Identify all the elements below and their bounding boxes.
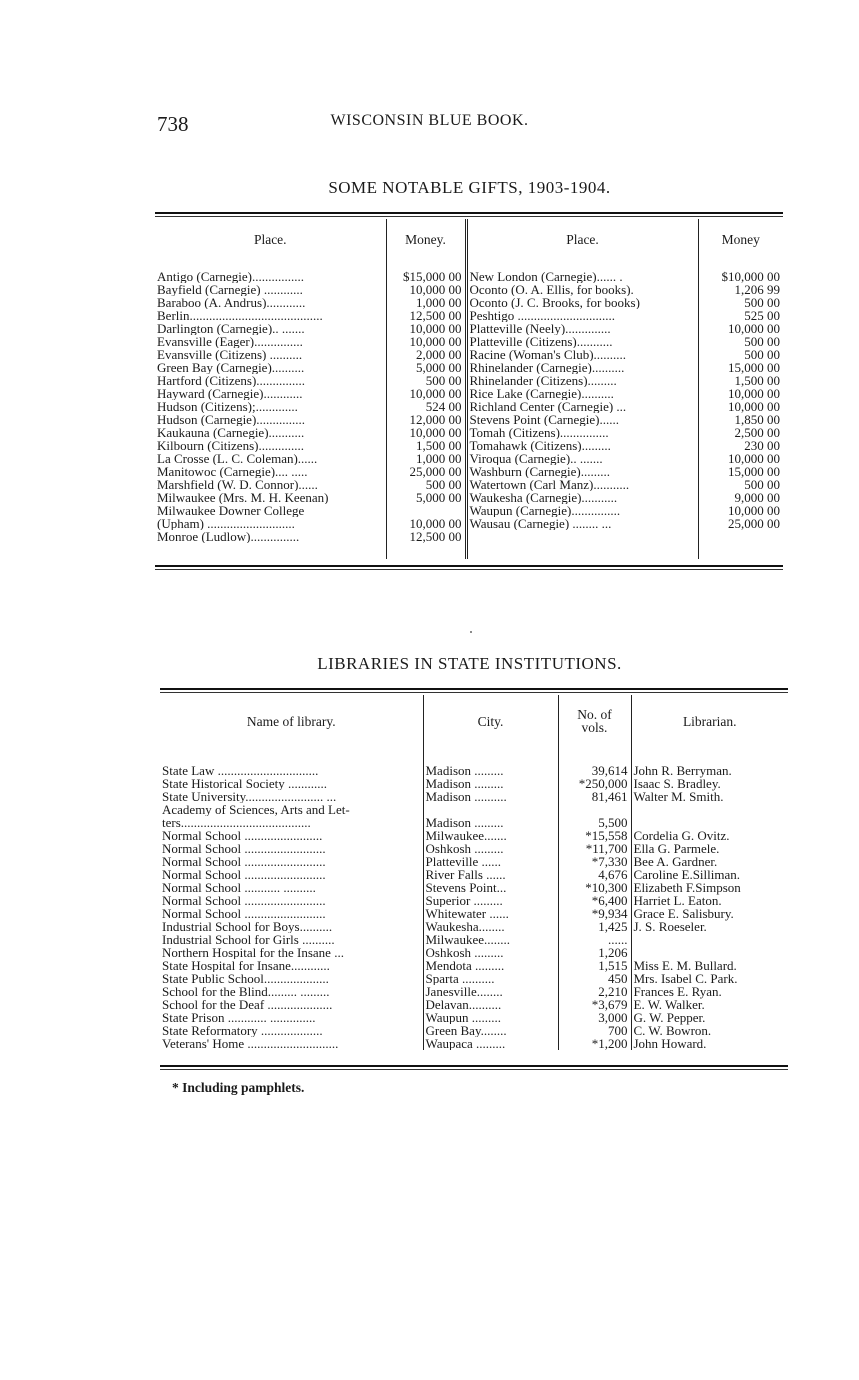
gift-money: 10,000 00 <box>386 517 466 530</box>
library-vols: *1,200 <box>558 1037 631 1050</box>
running-title: WISCONSIN BLUE BOOK. <box>330 112 529 129</box>
table-row <box>155 309 783 322</box>
library-city: Whitewater ...... <box>423 907 558 920</box>
gift-place: Richland Center (Carnegie) ... <box>466 400 698 413</box>
table-row <box>160 933 788 946</box>
gift-place: Oconto (O. A. Ellis, for books). <box>466 283 698 296</box>
library-name: Normal School ......................... <box>162 855 326 868</box>
table-row <box>155 530 783 543</box>
library-vols: 81,461 <box>558 790 631 803</box>
libraries-header-vols-line2: vols. <box>581 720 608 735</box>
library-vols: 5,500 <box>558 816 631 829</box>
library-name: Normal School ......................... <box>162 842 326 855</box>
page-number: 738 <box>157 112 189 136</box>
gift-money: 10,000 00 <box>698 504 783 517</box>
table-row <box>155 400 783 413</box>
libraries-header-vols-line1: No. of <box>577 707 612 722</box>
gift-money: 15,000 00 <box>698 361 783 374</box>
library-vols: *15,558 <box>558 829 631 842</box>
gift-place: Stevens Point (Carnegie)...... <box>466 413 698 426</box>
gift-place: Hayward (Carnegie)............ <box>157 387 303 400</box>
gift-place: Hartford (Citizens)............... <box>157 374 306 387</box>
library-name: ters........................................ <box>162 816 311 829</box>
table-row <box>155 387 783 400</box>
gift-money: 500 00 <box>698 348 783 361</box>
libraries-header-librarian: Librarian. <box>631 695 788 747</box>
library-name: Academy of Sciences, Arts and Let- <box>162 803 350 816</box>
gift-place: Kilbourn (Citizens).............. <box>157 439 304 452</box>
gift-place: Kaukauna (Carnegie)........... <box>157 426 305 439</box>
gift-money: 500 00 <box>698 335 783 348</box>
library-name: Normal School ......................... <box>162 868 326 881</box>
gift-place: Wausau (Carnegie) ........ ... <box>466 517 698 530</box>
library-city: Madison ......... <box>423 777 558 790</box>
gift-money: 10,000 00 <box>386 335 466 348</box>
library-vols: 3,000 <box>558 1011 631 1024</box>
libraries-top-rule-thin <box>160 692 788 693</box>
library-city: Delavan.......... <box>423 998 558 1011</box>
library-name: State Law ............................... <box>162 763 319 777</box>
gift-place: Manitowoc (Carnegie).... ..... <box>157 465 308 478</box>
gift-money: 12,500 00 <box>386 309 466 322</box>
gift-place <box>466 530 698 543</box>
gift-place: Milwaukee (Mrs. M. H. Keenan) <box>157 491 329 504</box>
gift-place: Monroe (Ludlow)............... <box>157 530 300 543</box>
library-librarian: Elizabeth F.Simpson <box>631 881 788 894</box>
table-row <box>155 491 783 504</box>
gift-money: $10,000 00 <box>698 259 783 283</box>
gift-money: 230 00 <box>698 439 783 452</box>
library-name: State Reformatory ................... <box>162 1024 323 1037</box>
library-name: Normal School ........... .......... <box>162 881 316 894</box>
spacer-cell <box>386 543 466 559</box>
library-name: State Public School.................... <box>162 972 329 985</box>
library-city: Green Bay........ <box>423 1024 558 1037</box>
library-name: State Historical Society ............ <box>162 777 328 790</box>
library-city: Oshkosh ......... <box>423 946 558 959</box>
gift-place: Evansville (Eager)............... <box>157 335 303 348</box>
gift-place: Oconto (J. C. Brooks, for books) <box>466 296 698 309</box>
gift-money: 1,500 00 <box>698 374 783 387</box>
library-name: School for the Deaf .................... <box>162 998 333 1011</box>
library-city: Platteville ...... <box>423 855 558 868</box>
gift-place: Green Bay (Carnegie).......... <box>157 361 305 374</box>
library-librarian: John Howard. <box>631 1037 788 1050</box>
library-librarian: G. W. Pepper. <box>631 1011 788 1024</box>
library-name: State Hospital for Insane............ <box>162 959 330 972</box>
library-librarian <box>631 933 788 946</box>
gift-place: Waupun (Carnegie)............... <box>466 504 698 517</box>
gifts-top-rule <box>155 212 783 214</box>
gift-place: Hudson (Carnegie)............... <box>157 413 306 426</box>
library-city: Waupaca ......... <box>423 1037 558 1050</box>
gifts-table <box>155 219 783 559</box>
gift-money: 25,000 00 <box>386 465 466 478</box>
gift-place: Baraboo (A. Andrus)............ <box>157 296 306 309</box>
library-vols: *7,330 <box>558 855 631 868</box>
library-name: Normal School ........................ <box>162 829 323 842</box>
libraries-bottom-rule-thin <box>160 1069 788 1070</box>
gift-place: Waukesha (Carnegie)........... <box>466 491 698 504</box>
gift-place: Peshtigo .............................. <box>466 309 698 322</box>
table-row-spacer <box>155 543 783 559</box>
library-city: Superior ......... <box>423 894 558 907</box>
table-row <box>155 465 783 478</box>
gift-place: Rhinelander (Citizens)......... <box>466 374 698 387</box>
library-vols: *11,700 <box>558 842 631 855</box>
library-vols: 450 <box>558 972 631 985</box>
table-row <box>155 283 783 296</box>
gift-place: Rhinelander (Carnegie).......... <box>466 361 698 374</box>
gift-place: Darlington (Carnegie).. ....... <box>157 322 305 335</box>
library-city: Milwaukee........ <box>423 933 558 946</box>
gift-money: 1,000 00 <box>386 452 466 465</box>
library-name: Industrial School for Boys.......... <box>162 920 333 933</box>
library-city: Stevens Point... <box>423 881 558 894</box>
gift-money: 500 00 <box>698 296 783 309</box>
table-row <box>160 790 788 803</box>
spacer-cell <box>466 543 698 559</box>
gift-place: Platteville (Neely).............. <box>466 322 698 335</box>
library-name: School for the Blind......... ......... <box>162 985 330 998</box>
footnote: * Including pamphlets. <box>172 1080 305 1095</box>
gift-place: Tomah (Citizens)............... <box>466 426 698 439</box>
libraries-bottom-rule <box>160 1065 788 1067</box>
table-row <box>155 374 783 387</box>
gift-place: Tomahawk (Citizens)......... <box>466 439 698 452</box>
library-librarian: Cordelia G. Ovitz. <box>631 829 788 842</box>
table-row <box>155 322 783 335</box>
gift-money: 10,000 00 <box>698 322 783 335</box>
gifts-header-money: Money. <box>386 219 466 259</box>
gift-place: (Upham) ........................... <box>157 517 295 530</box>
libraries-table <box>160 695 788 1050</box>
libraries-top-rule <box>160 688 788 690</box>
library-city: Janesville........ <box>423 985 558 998</box>
library-librarian: Frances E. Ryan. <box>631 985 788 998</box>
gift-place: Antigo (Carnegie)................ <box>157 269 304 283</box>
gifts-header-place: Place. <box>253 231 287 247</box>
gift-place: Racine (Woman's Club).......... <box>466 348 698 361</box>
gift-place: Hudson (Citizens);............. <box>157 400 298 413</box>
gifts-bottom-rule-thin <box>155 569 783 570</box>
library-name: Northern Hospital for the Insane ... <box>162 946 344 959</box>
gift-place: Platteville (Citizens)........... <box>466 335 698 348</box>
library-librarian: Walter M. Smith. <box>631 790 788 803</box>
gift-money: 1,000 00 <box>386 296 466 309</box>
gifts-header-money-2: Money <box>698 219 783 259</box>
table-row <box>160 1037 788 1050</box>
library-librarian: Harriet L. Eaton. <box>631 894 788 907</box>
library-city: Waupun ......... <box>423 1011 558 1024</box>
gift-place: Milwaukee Downer College <box>157 504 305 517</box>
libraries-header-city: City. <box>423 695 558 747</box>
library-librarian <box>631 803 788 816</box>
library-librarian: Miss E. M. Bullard. <box>631 959 788 972</box>
spacer-cell <box>155 543 386 559</box>
speck <box>470 631 472 633</box>
table-row <box>155 296 783 309</box>
library-vols: 700 <box>558 1024 631 1037</box>
gift-money: 1,206 99 <box>698 283 783 296</box>
library-librarian: John R. Berryman. <box>631 747 788 777</box>
table-row <box>155 348 783 361</box>
library-city: Waukesha........ <box>423 920 558 933</box>
libraries-header-vols <box>558 695 631 747</box>
gift-money: 2,000 00 <box>386 348 466 361</box>
library-vols: 1,515 <box>558 959 631 972</box>
library-name: State University........................ ... <box>162 790 337 803</box>
table-row <box>160 803 788 816</box>
gift-money: 12,500 00 <box>386 530 466 543</box>
spacer-cell <box>698 543 783 559</box>
gift-money: 1,850 00 <box>698 413 783 426</box>
library-librarian: Caroline E.Silliman. <box>631 868 788 881</box>
gift-money: 500 00 <box>386 374 466 387</box>
library-city <box>423 803 558 816</box>
library-librarian: Isaac S. Bradley. <box>631 777 788 790</box>
table-row <box>155 517 783 530</box>
gifts-title: SOME NOTABLE GIFTS, 1903-1904. <box>328 178 611 197</box>
library-librarian: Ella G. Parmele. <box>631 842 788 855</box>
library-city: Madison .......... <box>423 790 558 803</box>
library-name: State Prison ............ .............. <box>162 1011 316 1024</box>
gift-money: 2,500 00 <box>698 426 783 439</box>
table-row <box>160 920 788 933</box>
library-vols: 1,206 <box>558 946 631 959</box>
gifts-bottom-rule <box>155 565 783 567</box>
gift-money: 15,000 00 <box>698 465 783 478</box>
gift-place: New London (Carnegie)...... . <box>466 259 698 283</box>
gift-money: 10,000 00 <box>386 283 466 296</box>
library-vols: *6,400 <box>558 894 631 907</box>
library-city: River Falls ...... <box>423 868 558 881</box>
table-row <box>155 335 783 348</box>
library-librarian: Grace E. Salisbury. <box>631 907 788 920</box>
library-librarian: Bee A. Gardner. <box>631 855 788 868</box>
gift-place: Viroqua (Carnegie).. ....... <box>466 452 698 465</box>
gift-place: Bayfield (Carnegie) ............ <box>157 283 303 296</box>
library-name: Normal School ......................... <box>162 894 326 907</box>
gifts-header-place-2: Place. <box>466 219 698 259</box>
gift-place: Marshfield (W. D. Connor)...... <box>157 478 318 491</box>
library-vols: *3,679 <box>558 998 631 1011</box>
table-row <box>160 747 788 777</box>
library-vols: 4,676 <box>558 868 631 881</box>
library-librarian: E. W. Walker. <box>631 998 788 1011</box>
gift-place: Evansville (Citizens) .......... <box>157 348 303 361</box>
gift-place: La Crosse (L. C. Coleman)...... <box>157 452 318 465</box>
gift-money: 1,500 00 <box>386 439 466 452</box>
gift-money: 10,000 00 <box>386 387 466 400</box>
gift-place: Watertown (Carl Manz)........... <box>466 478 698 491</box>
library-city: Milwaukee....... <box>423 829 558 842</box>
library-librarian: C. W. Bowron. <box>631 1024 788 1037</box>
gift-place: Washburn (Carnegie)......... <box>466 465 698 478</box>
table-row <box>155 259 783 283</box>
gift-money: 5,000 00 <box>386 361 466 374</box>
gift-money: 10,000 00 <box>698 387 783 400</box>
gift-money: 10,000 00 <box>698 400 783 413</box>
gift-money: 5,000 00 <box>386 491 466 504</box>
table-row <box>155 361 783 374</box>
table-row <box>155 413 783 426</box>
table-row <box>155 478 783 491</box>
library-vols: 2,210 <box>558 985 631 998</box>
library-vols: 1,425 <box>558 920 631 933</box>
gift-money: 10,000 00 <box>386 322 466 335</box>
library-name: Normal School ......................... <box>162 907 326 920</box>
table-row <box>155 504 783 517</box>
gifts-top-rule-thin <box>155 216 783 217</box>
library-city: Madison ......... <box>423 747 558 777</box>
gift-money: 525 00 <box>698 309 783 322</box>
gift-money: 10,000 00 <box>386 426 466 439</box>
gift-money: 25,000 00 <box>698 517 783 530</box>
libraries-title: LIBRARIES IN STATE INSTITUTIONS. <box>317 654 622 673</box>
library-city: Sparta .......... <box>423 972 558 985</box>
gift-money: $15,000 00 <box>386 259 466 283</box>
library-city: Oshkosh ......... <box>423 842 558 855</box>
library-librarian: Mrs. Isabel C. Park. <box>631 972 788 985</box>
table-row <box>155 439 783 452</box>
libraries-header-name: Name of library. <box>246 713 336 729</box>
gift-money: 500 00 <box>698 478 783 491</box>
gift-money <box>698 530 783 543</box>
library-name: Veterans' Home ............................ <box>162 1037 339 1050</box>
gift-place: Rice Lake (Carnegie).......... <box>466 387 698 400</box>
gift-money: 9,000 00 <box>698 491 783 504</box>
library-vols: 39,614 <box>558 747 631 777</box>
library-vols: *250,000 <box>558 777 631 790</box>
gift-money: 500 00 <box>386 478 466 491</box>
library-vols: *10,300 <box>558 881 631 894</box>
library-city: Madison ......... <box>423 816 558 829</box>
library-vols: *9,934 <box>558 907 631 920</box>
library-city: Mendota ......... <box>423 959 558 972</box>
table-row <box>155 452 783 465</box>
library-vols: ...... <box>558 933 631 946</box>
library-name: Industrial School for Girls .......... <box>162 933 335 946</box>
gift-money: 524 00 <box>386 400 466 413</box>
gift-money: 10,000 00 <box>698 452 783 465</box>
table-row <box>155 426 783 439</box>
gift-money: 12,000 00 <box>386 413 466 426</box>
library-librarian: J. S. Roeseler. <box>631 920 788 933</box>
gift-place: Berlin......................................... <box>157 309 323 322</box>
